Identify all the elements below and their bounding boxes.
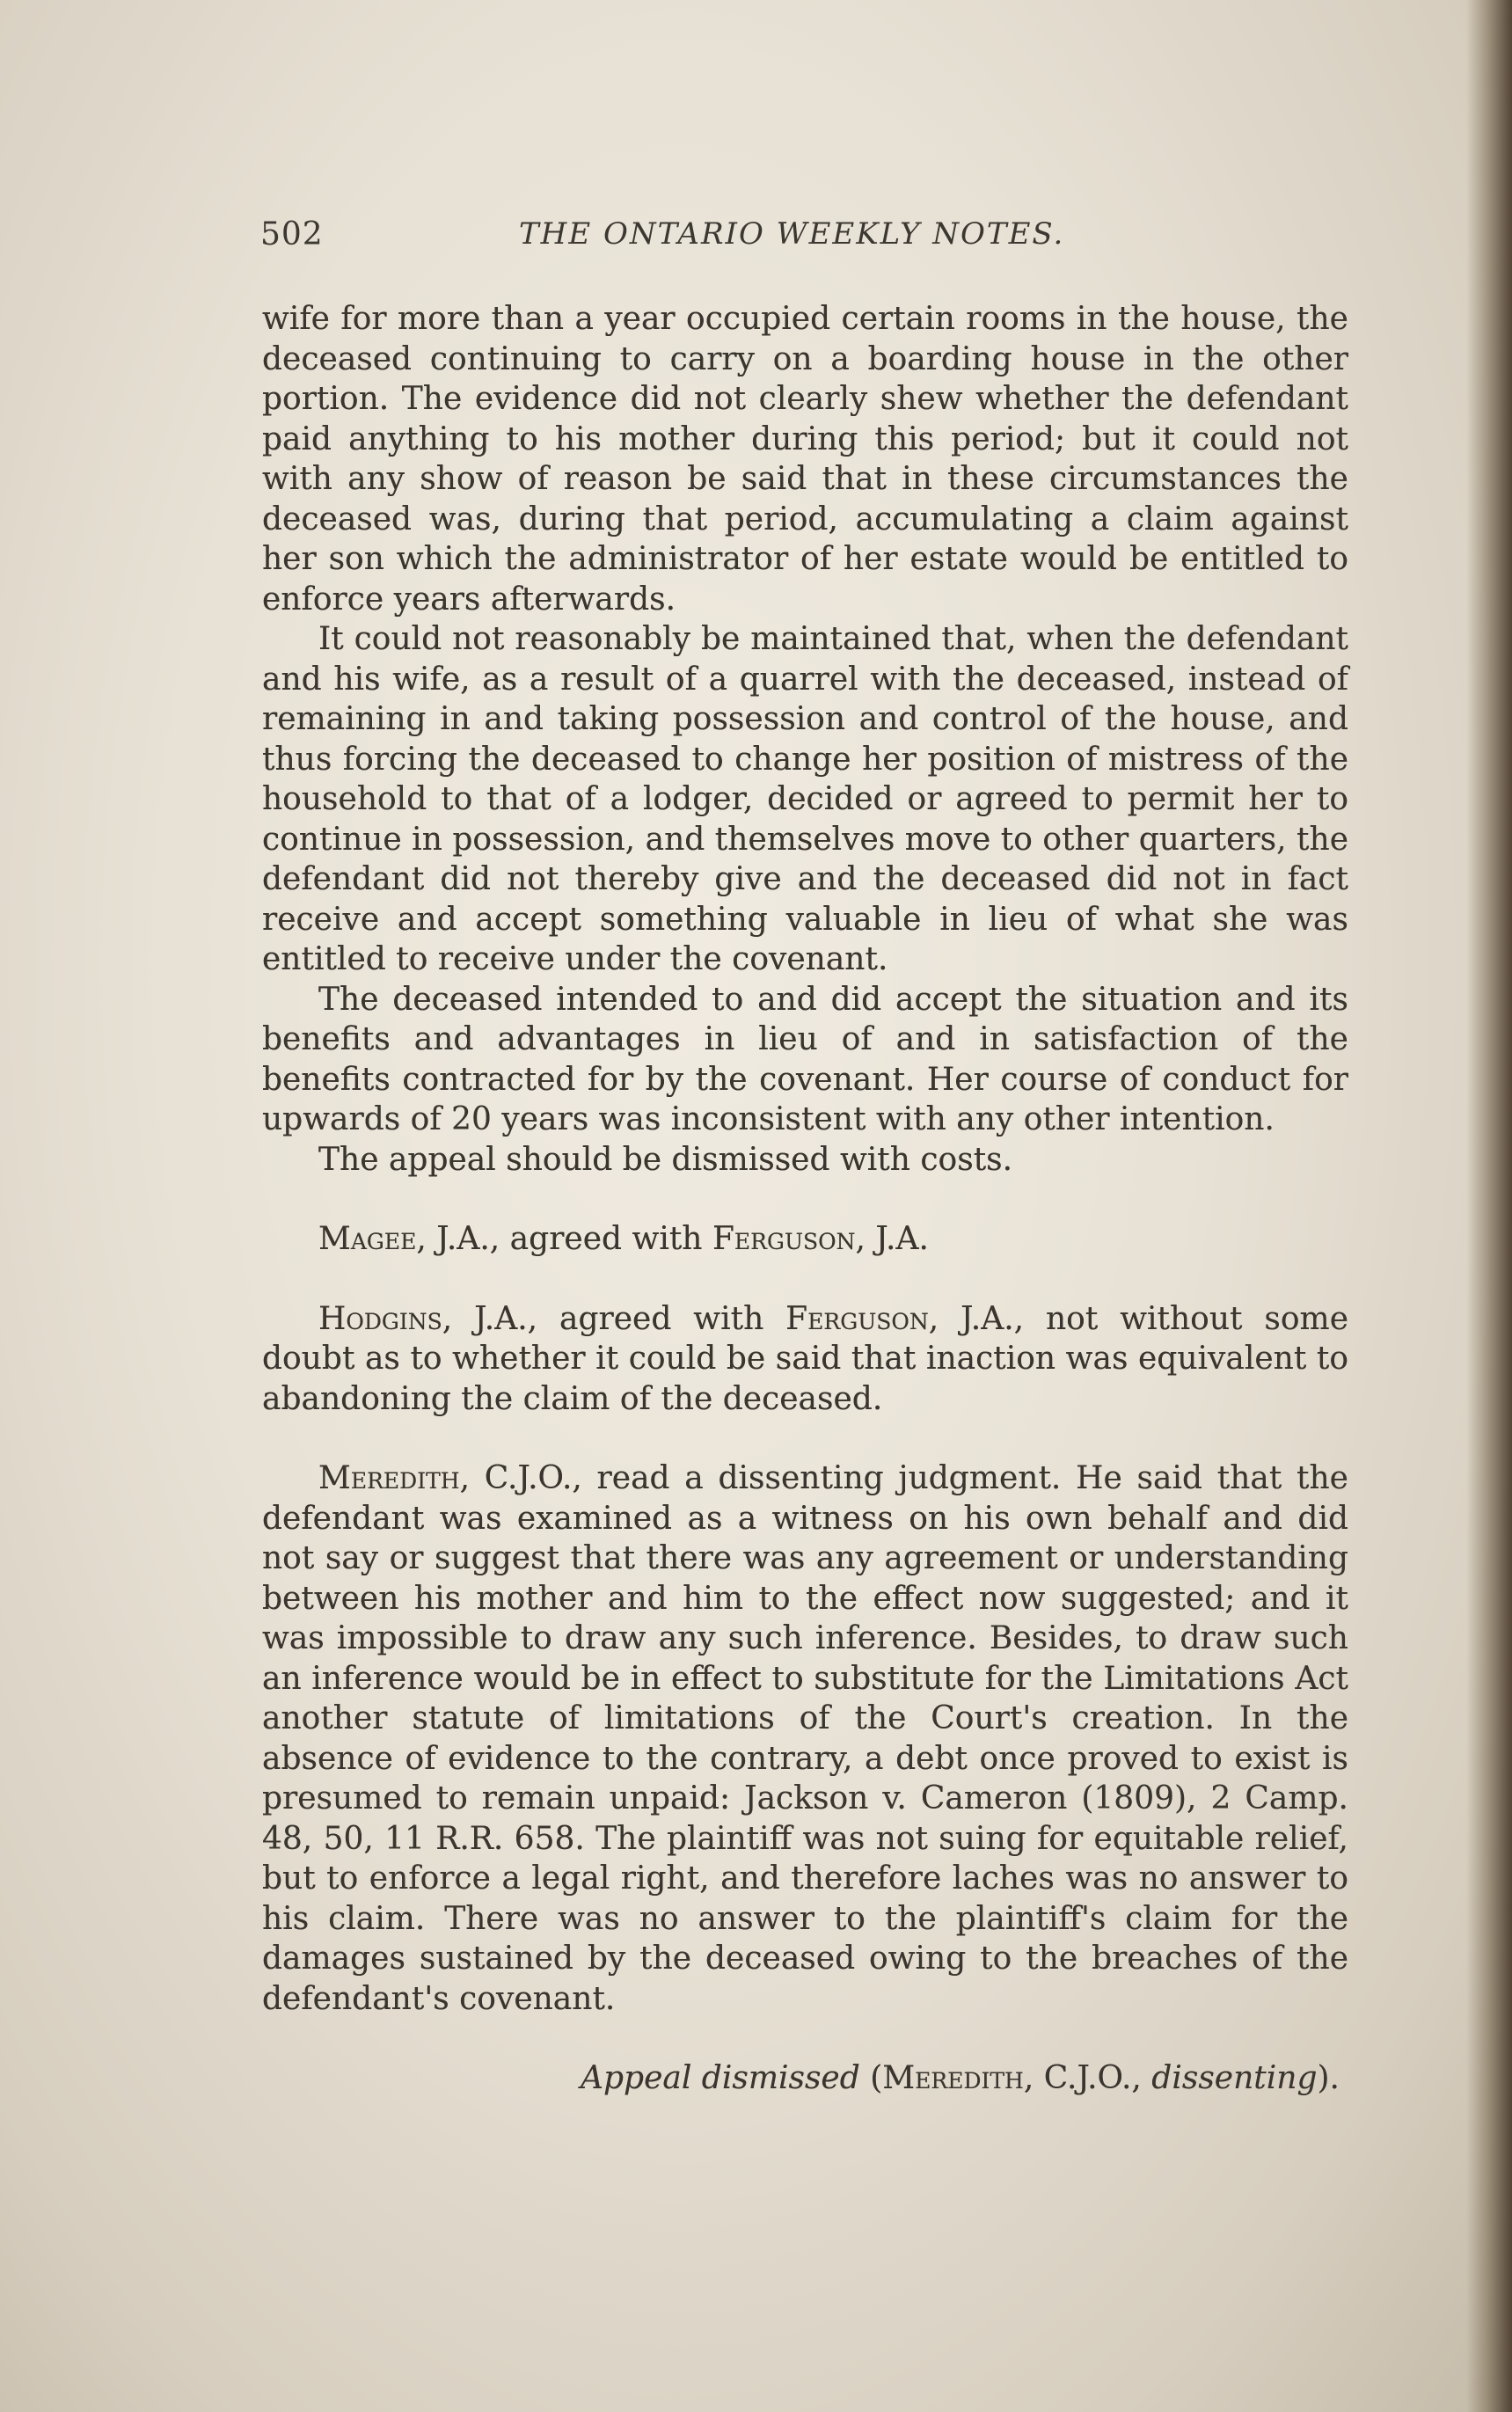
page-number: 502 bbox=[260, 216, 324, 252]
disposition-text: Appeal dismissed bbox=[580, 2060, 860, 2096]
judge-name-magee: Magee bbox=[318, 1221, 417, 1257]
paragraph-reasoning: It could not reasonably be maintained that, when the defendant and his wife, as a result of a quarrel with the deceased, instead of remaining in and taking possession and control of the house, and thus forcing the deceased to change her position of mistress of the household to that of a lodger, decided or agreed to permit her to continue in possession, and themselves move to other quarters, the defendant did not thereby give and the deceased did not in fact receive and accept something valuable in lieu of what she was entitled to receive under the covenant. bbox=[262, 621, 1348, 977]
meredith-text: , C.J.O., read a dissenting judgment. He said that the defendant was examined as a witness on his own behalf and did not say or suggest that there was any agreement or understanding between his mother and him to the effect now suggested; and it was impossible to draw any such inference. Besides, to draw such an inference would be in effect to substitute for the Limitations Act another statute of limitations of the Court's creation. In the absence of evidence to the contrary, a debt once proved to exist is presumed to remain unpaid: Jackson v. Cameron (1809), 2 Camp. 48, 50, 11 R.R. 658. The plaintiff was not suing for equitable relief, but to enforce a legal right, and therefore laches was no answer to his claim. There was no answer to the plaintiff's claim for the damages sustained by the deceased owing to the breaches of the defendant's covenant. bbox=[262, 1460, 1348, 2017]
paragraph-meredith bbox=[262, 1458, 1348, 2019]
paragraph-magee bbox=[262, 1219, 1348, 1260]
disposition-line bbox=[262, 2058, 1348, 2099]
body-text bbox=[262, 299, 1348, 2099]
judge-name-hodgins: Hodgins bbox=[318, 1300, 442, 1337]
disposition-close: ). bbox=[1317, 2060, 1340, 2096]
judge-name-meredith-2: Meredith bbox=[882, 2060, 1024, 2096]
judge-name-meredith: Meredith bbox=[318, 1460, 460, 1496]
hodgins-text-end: , J.A., not without some doubt as to whether it could be said that inaction was equivalent to abandoning the claim of the deceased. bbox=[262, 1300, 1348, 1417]
disposition-middle: , C.J.O., bbox=[1023, 2060, 1152, 2096]
dissenting-text: dissenting bbox=[1151, 2060, 1318, 2096]
paragraph-intention: The deceased intended to and did accept the situation and its benefits and advantages in lieu of and in satisfaction of the benefits contracted for by the covenant. Her course of conduct for upwards of 20 years was inconsistent with any other intention. bbox=[262, 981, 1348, 1137]
paragraph-conclusion: The appeal should be dismissed with costs. bbox=[318, 1141, 1013, 1178]
judge-name-ferguson: Ferguson bbox=[712, 1221, 856, 1257]
page-binding-edge bbox=[1466, 0, 1512, 2412]
magee-text: , J.A., agreed with bbox=[416, 1221, 712, 1257]
running-title: THE ONTARIO WEEKLY NOTES. bbox=[519, 216, 1065, 252]
judge-name-ferguson-2: Ferguson bbox=[785, 1300, 929, 1337]
page-header bbox=[260, 216, 1360, 260]
hodgins-text: , J.A., agreed with bbox=[442, 1300, 786, 1337]
magee-text-end: , J.A. bbox=[855, 1221, 929, 1257]
paragraph-hodgins bbox=[262, 1299, 1348, 1420]
paragraph-continued: wife for more than a year occupied certain rooms in the house, the deceased continuing to carry on a boarding house in the other portion. The evidence did not clearly shew whether the defendant paid anything to his mother during this period; but it could not with any show of reason be said that in these circumstances the deceased was, during that period, accumulating a claim against her son which the administrator of her estate would be entitled to enforce years afterwards. bbox=[262, 301, 1348, 618]
disposition-open-paren: ( bbox=[859, 2060, 883, 2096]
